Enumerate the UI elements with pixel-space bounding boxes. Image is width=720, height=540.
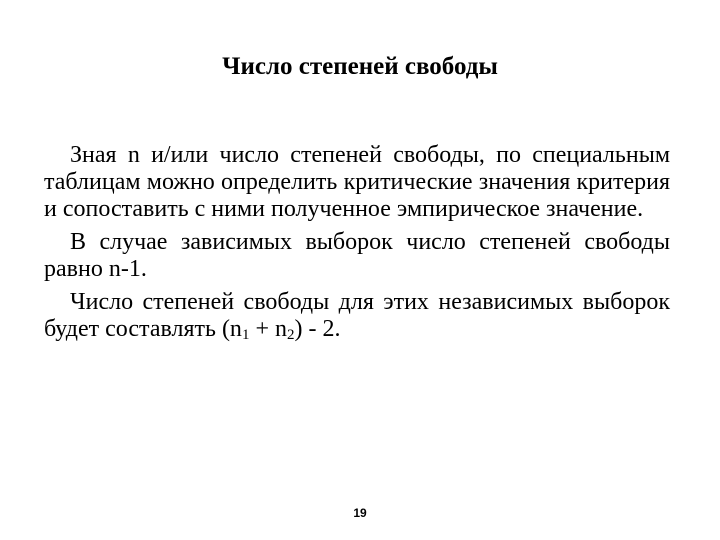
paragraph-dependent-samples: В случае зависимых выборок число степеней свободы равно n-1. (44, 229, 670, 282)
formula-lead-text: Число степеней свободы для этих независимых выборок будет составлять (n (44, 289, 670, 342)
slide-title: Число степеней свободы (222, 53, 498, 80)
slide-body (44, 142, 670, 349)
subscript-two: 2 (286, 327, 295, 343)
paragraph-critical-values: Зная n и/или число степеней свободы, по специальным таблицам можно определить критические значения критерия и сопоставить с ними полученное эмпирическое значение. (44, 142, 670, 222)
subscript-one: 1 (241, 327, 250, 343)
formula-plus-text: + n (249, 316, 287, 342)
paragraph-independent-samples (44, 289, 670, 343)
formula-tail-text: ) - 2. (294, 316, 341, 342)
page-number: 19 (353, 506, 367, 520)
